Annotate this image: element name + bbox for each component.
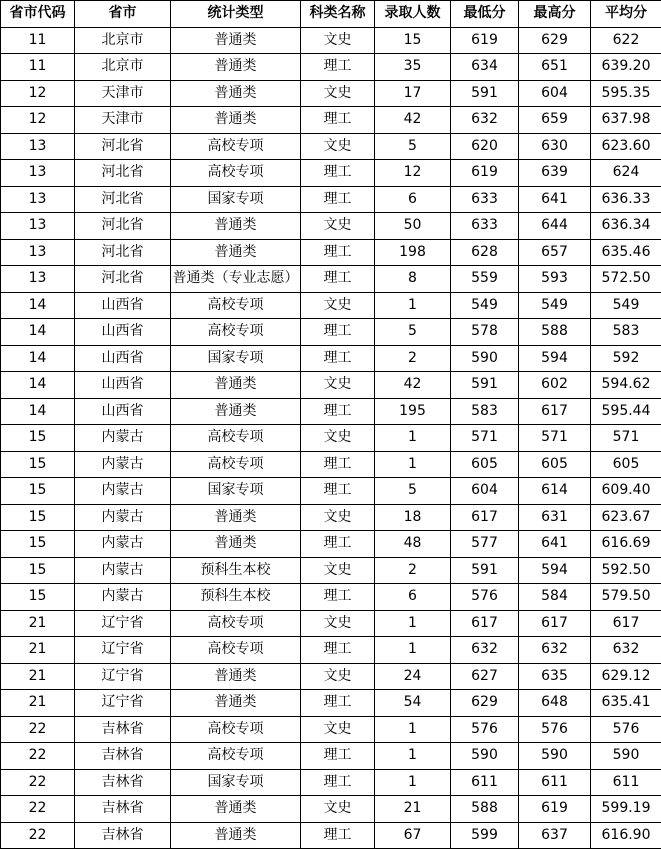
cell-subject-category: 文史 — [301, 425, 375, 452]
table-row — [1, 531, 661, 558]
cell-subject-category: 文史 — [301, 504, 375, 531]
cell-province-code: 11 — [1, 27, 75, 54]
cell-subject-category: 文史 — [301, 663, 375, 690]
cell-province: 山西省 — [75, 398, 171, 425]
cell-max-score: 641 — [519, 531, 591, 558]
cell-province: 山西省 — [75, 319, 171, 346]
table-row — [1, 743, 661, 770]
table-row — [1, 769, 661, 796]
table-row — [1, 822, 661, 849]
cell-province: 河北省 — [75, 239, 171, 266]
cell-province-code: 13 — [1, 239, 75, 266]
cell-province: 辽宁省 — [75, 637, 171, 664]
cell-max-score: 648 — [519, 690, 591, 717]
cell-subject-category: 文史 — [301, 796, 375, 823]
cell-province: 山西省 — [75, 372, 171, 399]
cell-avg-score: 595.35 — [591, 80, 661, 107]
cell-stat-type: 普通类 — [171, 107, 301, 134]
cell-province-code: 15 — [1, 557, 75, 584]
cell-min-score: 633 — [451, 186, 519, 213]
table-row — [1, 319, 661, 346]
cell-province: 河北省 — [75, 266, 171, 293]
cell-max-score: 632 — [519, 637, 591, 664]
cell-stat-type: 普通类（专业志愿） — [171, 266, 301, 293]
cell-max-score: 617 — [519, 398, 591, 425]
table-row — [1, 213, 661, 240]
cell-stat-type: 普通类 — [171, 372, 301, 399]
cell-subject-category: 文史 — [301, 610, 375, 637]
cell-admitted-count: 5 — [375, 319, 451, 346]
cell-province-code: 21 — [1, 637, 75, 664]
cell-subject-category: 理工 — [301, 54, 375, 81]
cell-admitted-count: 1 — [375, 769, 451, 796]
cell-max-score: 590 — [519, 743, 591, 770]
cell-admitted-count: 48 — [375, 531, 451, 558]
cell-avg-score: 571 — [591, 425, 661, 452]
cell-min-score: 590 — [451, 743, 519, 770]
cell-stat-type: 国家专项 — [171, 769, 301, 796]
cell-province-code: 21 — [1, 690, 75, 717]
cell-min-score: 576 — [451, 584, 519, 611]
cell-avg-score: 590 — [591, 743, 661, 770]
cell-province-code: 22 — [1, 769, 75, 796]
cell-province: 河北省 — [75, 186, 171, 213]
cell-admitted-count: 42 — [375, 107, 451, 134]
cell-admitted-count: 1 — [375, 637, 451, 664]
cell-max-score: 571 — [519, 425, 591, 452]
cell-stat-type: 高校专项 — [171, 425, 301, 452]
cell-max-score: 630 — [519, 133, 591, 160]
cell-province-code: 14 — [1, 398, 75, 425]
cell-avg-score: 611 — [591, 769, 661, 796]
cell-province: 吉林省 — [75, 769, 171, 796]
table-row — [1, 239, 661, 266]
cell-province-code: 21 — [1, 663, 75, 690]
column-header-min-score: 最低分 — [451, 1, 519, 28]
cell-province-code: 12 — [1, 107, 75, 134]
cell-province: 山西省 — [75, 292, 171, 319]
cell-subject-category: 理工 — [301, 690, 375, 717]
cell-admitted-count: 12 — [375, 160, 451, 187]
cell-admitted-count: 24 — [375, 663, 451, 690]
cell-admitted-count: 5 — [375, 478, 451, 505]
cell-max-score: 651 — [519, 54, 591, 81]
cell-admitted-count: 8 — [375, 266, 451, 293]
cell-min-score: 591 — [451, 80, 519, 107]
cell-admitted-count: 1 — [375, 425, 451, 452]
table-header — [1, 1, 661, 28]
cell-province-code: 15 — [1, 504, 75, 531]
cell-min-score: 577 — [451, 531, 519, 558]
table-row — [1, 584, 661, 611]
cell-admitted-count: 18 — [375, 504, 451, 531]
cell-min-score: 590 — [451, 345, 519, 372]
cell-subject-category: 理工 — [301, 451, 375, 478]
cell-province: 天津市 — [75, 80, 171, 107]
cell-stat-type: 预科生本校 — [171, 584, 301, 611]
cell-max-score: 549 — [519, 292, 591, 319]
cell-min-score: 559 — [451, 266, 519, 293]
table-row — [1, 107, 661, 134]
cell-province-code: 15 — [1, 478, 75, 505]
cell-stat-type: 普通类 — [171, 239, 301, 266]
cell-subject-category: 理工 — [301, 822, 375, 849]
table-row — [1, 133, 661, 160]
table-body — [1, 27, 661, 849]
cell-province: 内蒙古 — [75, 557, 171, 584]
cell-min-score: 632 — [451, 637, 519, 664]
column-header-max-score: 最高分 — [519, 1, 591, 28]
cell-max-score: 637 — [519, 822, 591, 849]
column-header-province: 省市 — [75, 1, 171, 28]
cell-stat-type: 高校专项 — [171, 716, 301, 743]
table-row — [1, 663, 661, 690]
cell-stat-type: 普通类 — [171, 504, 301, 531]
cell-admitted-count: 35 — [375, 54, 451, 81]
cell-province-code: 12 — [1, 80, 75, 107]
cell-avg-score: 624 — [591, 160, 661, 187]
cell-max-score: 593 — [519, 266, 591, 293]
cell-stat-type: 普通类 — [171, 54, 301, 81]
cell-min-score: 619 — [451, 27, 519, 54]
cell-subject-category: 理工 — [301, 239, 375, 266]
cell-stat-type: 普通类 — [171, 27, 301, 54]
cell-province-code: 22 — [1, 822, 75, 849]
cell-subject-category: 文史 — [301, 213, 375, 240]
cell-province: 北京市 — [75, 54, 171, 81]
cell-avg-score: 599.19 — [591, 796, 661, 823]
cell-avg-score: 616.90 — [591, 822, 661, 849]
cell-max-score: 635 — [519, 663, 591, 690]
cell-province: 内蒙古 — [75, 425, 171, 452]
cell-admitted-count: 195 — [375, 398, 451, 425]
cell-admitted-count: 2 — [375, 557, 451, 584]
cell-subject-category: 文史 — [301, 557, 375, 584]
table-row — [1, 54, 661, 81]
cell-stat-type: 预科生本校 — [171, 557, 301, 584]
cell-subject-category: 文史 — [301, 27, 375, 54]
cell-admitted-count: 1 — [375, 716, 451, 743]
cell-max-score: 604 — [519, 80, 591, 107]
cell-min-score: 599 — [451, 822, 519, 849]
cell-subject-category: 理工 — [301, 637, 375, 664]
cell-stat-type: 高校专项 — [171, 451, 301, 478]
cell-min-score: 605 — [451, 451, 519, 478]
cell-province: 天津市 — [75, 107, 171, 134]
cell-min-score: 627 — [451, 663, 519, 690]
cell-min-score: 633 — [451, 213, 519, 240]
column-header-admitted-count: 录取人数 — [375, 1, 451, 28]
cell-max-score: 605 — [519, 451, 591, 478]
cell-max-score: 617 — [519, 610, 591, 637]
cell-max-score: 576 — [519, 716, 591, 743]
cell-admitted-count: 5 — [375, 133, 451, 160]
cell-subject-category: 理工 — [301, 769, 375, 796]
table-row — [1, 292, 661, 319]
table-row — [1, 27, 661, 54]
cell-max-score: 584 — [519, 584, 591, 611]
cell-max-score: 629 — [519, 27, 591, 54]
cell-avg-score: 617 — [591, 610, 661, 637]
cell-stat-type: 高校专项 — [171, 637, 301, 664]
table-row — [1, 557, 661, 584]
cell-province-code: 22 — [1, 796, 75, 823]
column-header-subject-category: 科类名称 — [301, 1, 375, 28]
table-row — [1, 266, 661, 293]
cell-avg-score: 616.69 — [591, 531, 661, 558]
cell-subject-category: 文史 — [301, 133, 375, 160]
cell-province: 内蒙古 — [75, 451, 171, 478]
table-row — [1, 160, 661, 187]
cell-stat-type: 高校专项 — [171, 743, 301, 770]
cell-province: 吉林省 — [75, 796, 171, 823]
cell-avg-score: 594.62 — [591, 372, 661, 399]
cell-avg-score: 639.20 — [591, 54, 661, 81]
cell-province-code: 13 — [1, 186, 75, 213]
cell-avg-score: 592 — [591, 345, 661, 372]
cell-admitted-count: 198 — [375, 239, 451, 266]
cell-avg-score: 632 — [591, 637, 661, 664]
cell-province-code: 13 — [1, 266, 75, 293]
cell-stat-type: 高校专项 — [171, 319, 301, 346]
cell-stat-type: 普通类 — [171, 213, 301, 240]
cell-province-code: 13 — [1, 160, 75, 187]
table-row — [1, 345, 661, 372]
cell-avg-score: 622 — [591, 27, 661, 54]
cell-min-score: 617 — [451, 504, 519, 531]
cell-min-score: 571 — [451, 425, 519, 452]
cell-province-code: 15 — [1, 584, 75, 611]
cell-avg-score: 637.98 — [591, 107, 661, 134]
cell-avg-score: 623.67 — [591, 504, 661, 531]
cell-stat-type: 国家专项 — [171, 345, 301, 372]
cell-subject-category: 理工 — [301, 186, 375, 213]
cell-province-code: 15 — [1, 451, 75, 478]
table-row — [1, 716, 661, 743]
cell-subject-category: 理工 — [301, 743, 375, 770]
cell-admitted-count: 17 — [375, 80, 451, 107]
cell-avg-score: 576 — [591, 716, 661, 743]
cell-min-score: 611 — [451, 769, 519, 796]
cell-province: 北京市 — [75, 27, 171, 54]
cell-stat-type: 国家专项 — [171, 186, 301, 213]
cell-subject-category: 理工 — [301, 584, 375, 611]
cell-subject-category: 理工 — [301, 345, 375, 372]
cell-avg-score: 635.46 — [591, 239, 661, 266]
table-row — [1, 186, 661, 213]
cell-admitted-count: 6 — [375, 584, 451, 611]
cell-province: 内蒙古 — [75, 478, 171, 505]
cell-avg-score: 636.34 — [591, 213, 661, 240]
cell-province: 吉林省 — [75, 822, 171, 849]
cell-admitted-count: 50 — [375, 213, 451, 240]
table-row — [1, 796, 661, 823]
cell-province: 内蒙古 — [75, 584, 171, 611]
cell-subject-category: 文史 — [301, 80, 375, 107]
cell-min-score: 578 — [451, 319, 519, 346]
cell-avg-score: 579.50 — [591, 584, 661, 611]
cell-admitted-count: 2 — [375, 345, 451, 372]
cell-province-code: 21 — [1, 610, 75, 637]
cell-province-code: 13 — [1, 133, 75, 160]
cell-stat-type: 普通类 — [171, 822, 301, 849]
column-header-avg-score: 平均分 — [591, 1, 661, 28]
cell-subject-category: 文史 — [301, 292, 375, 319]
cell-province-code: 15 — [1, 425, 75, 452]
cell-stat-type: 高校专项 — [171, 160, 301, 187]
cell-province: 河北省 — [75, 213, 171, 240]
cell-province: 内蒙古 — [75, 504, 171, 531]
cell-avg-score: 592.50 — [591, 557, 661, 584]
cell-min-score: 591 — [451, 372, 519, 399]
cell-min-score: 583 — [451, 398, 519, 425]
cell-avg-score: 595.44 — [591, 398, 661, 425]
cell-max-score: 594 — [519, 557, 591, 584]
table-row — [1, 610, 661, 637]
cell-min-score: 549 — [451, 292, 519, 319]
cell-province: 辽宁省 — [75, 690, 171, 717]
cell-max-score: 657 — [519, 239, 591, 266]
cell-province-code: 15 — [1, 531, 75, 558]
cell-stat-type: 高校专项 — [171, 292, 301, 319]
cell-min-score: 634 — [451, 54, 519, 81]
cell-avg-score: 635.41 — [591, 690, 661, 717]
table-row — [1, 690, 661, 717]
cell-province-code: 14 — [1, 319, 75, 346]
cell-stat-type: 国家专项 — [171, 478, 301, 505]
cell-admitted-count: 42 — [375, 372, 451, 399]
table-header-row — [1, 1, 661, 28]
cell-stat-type: 高校专项 — [171, 610, 301, 637]
cell-subject-category: 理工 — [301, 398, 375, 425]
cell-province-code: 13 — [1, 213, 75, 240]
cell-min-score: 628 — [451, 239, 519, 266]
cell-subject-category: 理工 — [301, 107, 375, 134]
cell-avg-score: 583 — [591, 319, 661, 346]
cell-stat-type: 高校专项 — [171, 133, 301, 160]
cell-avg-score: 629.12 — [591, 663, 661, 690]
cell-min-score: 632 — [451, 107, 519, 134]
table-row — [1, 372, 661, 399]
cell-max-score: 614 — [519, 478, 591, 505]
cell-admitted-count: 1 — [375, 292, 451, 319]
cell-max-score: 611 — [519, 769, 591, 796]
cell-max-score: 639 — [519, 160, 591, 187]
cell-max-score: 602 — [519, 372, 591, 399]
table-row — [1, 637, 661, 664]
cell-subject-category: 文史 — [301, 716, 375, 743]
cell-max-score: 631 — [519, 504, 591, 531]
cell-subject-category: 理工 — [301, 478, 375, 505]
cell-avg-score: 609.40 — [591, 478, 661, 505]
cell-max-score: 641 — [519, 186, 591, 213]
cell-avg-score: 572.50 — [591, 266, 661, 293]
cell-admitted-count: 15 — [375, 27, 451, 54]
table-row — [1, 478, 661, 505]
cell-stat-type: 普通类 — [171, 690, 301, 717]
cell-min-score: 604 — [451, 478, 519, 505]
cell-province-code: 14 — [1, 345, 75, 372]
cell-province-code: 11 — [1, 54, 75, 81]
cell-admitted-count: 67 — [375, 822, 451, 849]
cell-subject-category: 理工 — [301, 266, 375, 293]
cell-min-score: 576 — [451, 716, 519, 743]
table-row — [1, 504, 661, 531]
cell-subject-category: 理工 — [301, 319, 375, 346]
cell-stat-type: 普通类 — [171, 663, 301, 690]
column-header-province-code: 省市代码 — [1, 1, 75, 28]
cell-province-code: 14 — [1, 292, 75, 319]
cell-province: 辽宁省 — [75, 663, 171, 690]
cell-min-score: 629 — [451, 690, 519, 717]
cell-admitted-count: 1 — [375, 451, 451, 478]
column-header-stat-type: 统计类型 — [171, 1, 301, 28]
cell-avg-score: 636.33 — [591, 186, 661, 213]
cell-province: 河北省 — [75, 133, 171, 160]
cell-province: 山西省 — [75, 345, 171, 372]
cell-stat-type: 普通类 — [171, 796, 301, 823]
cell-province: 吉林省 — [75, 716, 171, 743]
table-row — [1, 80, 661, 107]
cell-max-score: 619 — [519, 796, 591, 823]
cell-stat-type: 普通类 — [171, 80, 301, 107]
cell-province: 内蒙古 — [75, 531, 171, 558]
cell-province: 辽宁省 — [75, 610, 171, 637]
cell-admitted-count: 1 — [375, 610, 451, 637]
cell-max-score: 588 — [519, 319, 591, 346]
cell-province-code: 22 — [1, 716, 75, 743]
cell-admitted-count: 6 — [375, 186, 451, 213]
cell-min-score: 591 — [451, 557, 519, 584]
cell-province-code: 14 — [1, 372, 75, 399]
cell-min-score: 617 — [451, 610, 519, 637]
table-row — [1, 425, 661, 452]
cell-province: 吉林省 — [75, 743, 171, 770]
cell-stat-type: 普通类 — [171, 398, 301, 425]
cell-min-score: 620 — [451, 133, 519, 160]
table-row — [1, 451, 661, 478]
cell-avg-score: 549 — [591, 292, 661, 319]
cell-subject-category: 理工 — [301, 160, 375, 187]
cell-max-score: 594 — [519, 345, 591, 372]
cell-avg-score: 623.60 — [591, 133, 661, 160]
cell-province-code: 22 — [1, 743, 75, 770]
cell-min-score: 619 — [451, 160, 519, 187]
cell-admitted-count: 1 — [375, 743, 451, 770]
cell-avg-score: 605 — [591, 451, 661, 478]
cell-subject-category: 理工 — [301, 531, 375, 558]
cell-max-score: 644 — [519, 213, 591, 240]
cell-subject-category: 文史 — [301, 372, 375, 399]
cell-province: 河北省 — [75, 160, 171, 187]
cell-stat-type: 普通类 — [171, 531, 301, 558]
cell-min-score: 588 — [451, 796, 519, 823]
cell-max-score: 659 — [519, 107, 591, 134]
cell-admitted-count: 21 — [375, 796, 451, 823]
cell-admitted-count: 54 — [375, 690, 451, 717]
table-row — [1, 398, 661, 425]
